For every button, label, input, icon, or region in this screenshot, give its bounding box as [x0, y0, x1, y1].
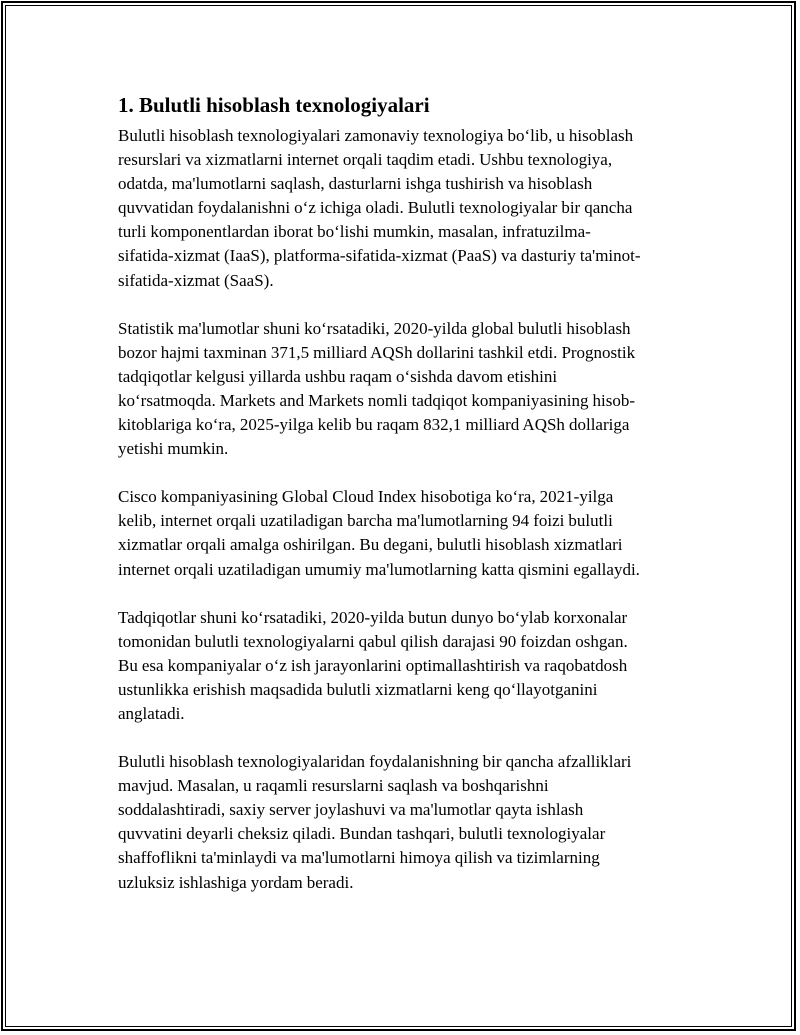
- paragraph: [118, 750, 688, 895]
- paragraph-line: shaffoflikni ta'minlaydi va ma'lumotlarni himoya qilish va tizimlarning: [118, 848, 600, 868]
- paragraph-line: odatda, ma'lumotlarni saqlash, dasturlarni ishga tushirish va hisoblash: [118, 174, 593, 194]
- paragraph-line: tomonidan bulutli texnologiyalarni qabul qilish darajasi 90 foizdan oshgan.: [118, 631, 628, 651]
- paragraph: [118, 485, 688, 581]
- paragraph-list: [118, 124, 688, 895]
- paragraph-line: kelib, internet orqali uzatiladigan barcha ma'lumotlarning 94 foizi bulutli: [118, 511, 613, 531]
- paragraph: [118, 606, 688, 726]
- paragraph-line: anglatadi.: [118, 703, 185, 723]
- paragraph-line: quvvatini deyarli cheksiz qiladi. Bundan tashqari, bulutli texnologiyalar: [118, 824, 606, 844]
- paragraph-line: xizmatlar orqali amalga oshirilgan. Bu degani, bulutli hisoblash xizmatlari: [118, 535, 623, 555]
- paragraph-line: Cisco kompaniyasining Global Cloud Index hisobotiga ko‘ra, 2021-yilga: [118, 487, 614, 507]
- paragraph-line: Bulutli hisoblash texnologiyalari zamonaviy texnologiya bo‘lib, u hisoblash: [118, 126, 634, 145]
- paragraph: [118, 124, 688, 293]
- paragraph-line: yetishi mumkin.: [118, 439, 229, 459]
- paragraph-line: turli komponentlardan iborat bo‘lishi mumkin, masalan, infratuzilma-: [118, 222, 591, 242]
- paragraph-line: soddalashtiradi, saxiy server joylashuvi va ma'lumotlar qayta ishlash: [118, 800, 584, 820]
- paragraph-line: kitoblariga ko‘ra, 2025-yilga kelib bu raqam 832,1 milliard AQSh dollariga: [118, 415, 630, 435]
- section-heading: 1. Bulutli hisoblash texnologiyalari: [118, 93, 430, 117]
- paragraph-line: ustunlikka erishish maqsadida bulutli xizmatlarni keng qo‘llayotganini: [118, 679, 598, 699]
- paragraph-line: Bu esa kompaniyalar o‘z ish jarayonlarini optimallashtirish va raqobatdosh: [118, 655, 628, 675]
- paragraph-line: quvvatidan foydalanishni o‘z ichiga oladi. Bulutli texnologiyalar bir qancha: [118, 198, 633, 218]
- paragraph-line: uzluksiz ishlashiga yordam beradi.: [118, 872, 354, 892]
- paragraph: [118, 317, 688, 462]
- paragraph-line: Bulutli hisoblash texnologiyalaridan foydalanishning bir qancha afzalliklari: [118, 752, 632, 772]
- paragraph-line: mavjud. Masalan, u raqamli resurslarni saqlash va boshqarishni: [118, 776, 549, 796]
- paragraph-line: sifatida-xizmat (IaaS), platforma-sifatida-xizmat (PaaS) va dasturiy ta'minot-: [118, 246, 641, 266]
- paragraph-line: Statistik ma'lumotlar shuni ko‘rsatadiki, 2020-yilda global bulutli hisoblash: [118, 318, 631, 338]
- paragraph-line: resurslari va xizmatlarni internet orqali taqdim etadi. Ushbu texnologiya,: [118, 150, 613, 170]
- document-body: [118, 90, 688, 919]
- paragraph-line: internet orqali uzatiladigan umumiy ma'lumotlarning katta qismini egallaydi.: [118, 559, 640, 579]
- paragraph-line: sifatida-xizmat (SaaS).: [118, 270, 274, 290]
- paragraph-line: tadqiqotlar kelgusi yillarda ushbu raqam o‘sishda davom etishini: [118, 366, 558, 386]
- paragraph-line: ko‘rsatmoqda. Markets and Markets nomli tadqiqot kompaniyasining hisob-: [118, 390, 636, 410]
- paragraph-line: bozor hajmi taxminan 371,5 milliard AQSh dollarini tashkil etdi. Prognostik: [118, 342, 636, 362]
- paragraph-line: Tadqiqotlar shuni ko‘rsatadiki, 2020-yilda butun dunyo bo‘ylab korxonalar: [118, 607, 628, 627]
